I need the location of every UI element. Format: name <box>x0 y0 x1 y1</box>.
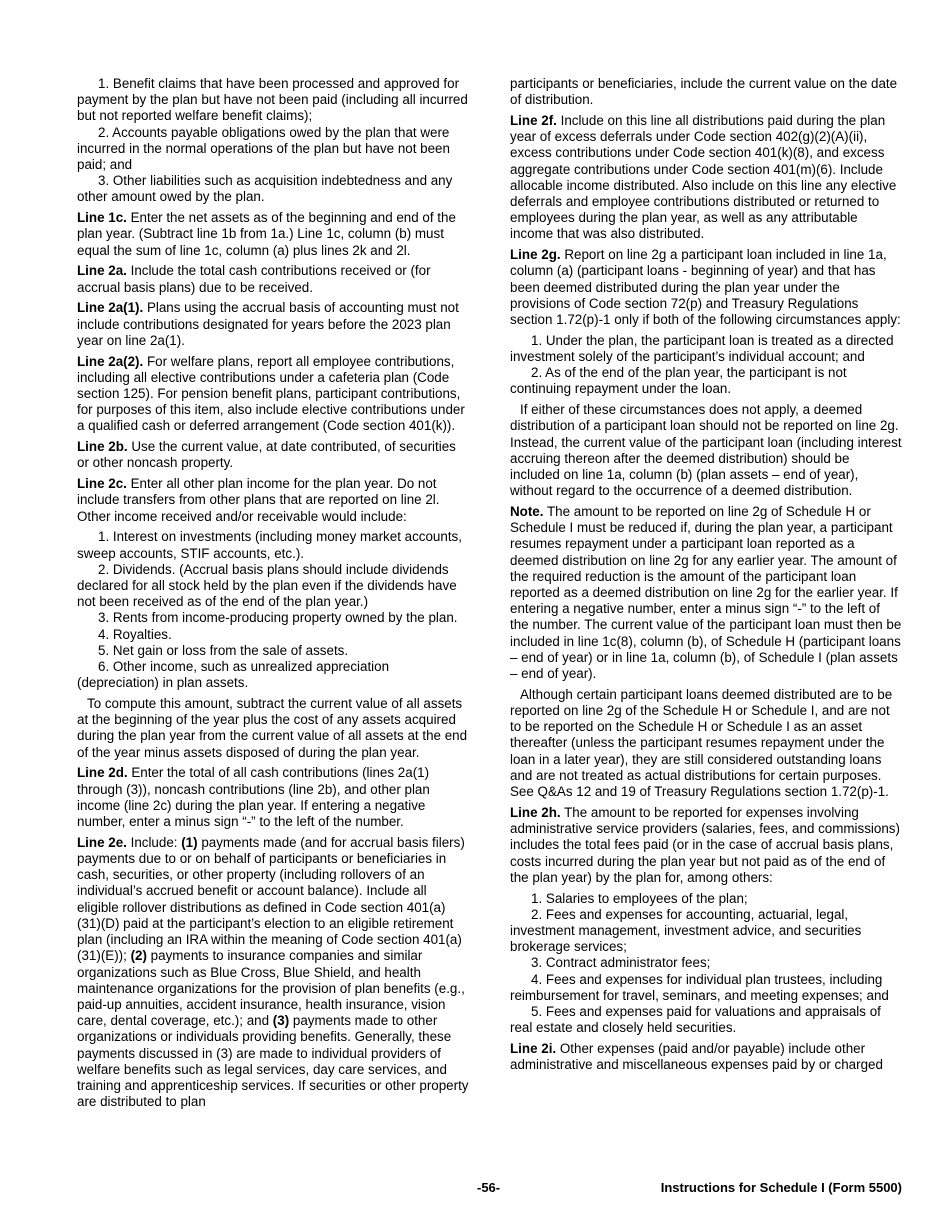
line-2e-heading: Line 2e. <box>77 834 127 850</box>
page-number: -56- <box>477 1180 501 1195</box>
income-item-6: 6. Other income, such as unrealized appreciation (depreciation) in plan assets. <box>77 659 390 691</box>
line-2h-paragraph <box>510 805 902 886</box>
income-item-3: 3. Rents from income-producing property owned by the plan. <box>98 610 458 626</box>
line-2a-heading: Line 2a. <box>77 263 127 279</box>
income-item-2: 2. Dividends. (Accrual basis plans should include dividends declared for all stock held by the plan even if the dividends have not been received as of the end of the plan year.) <box>77 561 457 610</box>
line-2a1-paragraph <box>77 300 469 349</box>
line-2a2-heading: Line 2a(2). <box>77 353 144 369</box>
line-1c-paragraph <box>77 210 469 259</box>
line-2i-text: Other expenses (paid and/or payable) include other administrative and miscellaneous expenses paid by or charged <box>510 1040 883 1073</box>
line-2a1-text: Plans using the accrual basis of accounting must not include contributions designated for years before the 2023 plan year on line 2a(1). <box>77 300 459 348</box>
line-2g-paragraph <box>510 247 902 328</box>
income-item-4: 4. Royalties. <box>98 626 172 642</box>
expense-item-3: 3. Contract administrator fees; <box>531 955 711 971</box>
left-column <box>77 76 469 1110</box>
line-2b-heading: Line 2b. <box>77 439 128 455</box>
distribution-continuation: participants or beneficiaries, include the current value on the date of distribution. <box>510 76 898 108</box>
line-2e-marker-3: (3) <box>272 1013 290 1029</box>
line-1c-text: Enter the net assets as of the beginning and end of the plan year. (Subtract line 1b from 1a.) Line 1c, column (b) must equal the sum of line 1c, column (a) plus lines 2k and 2l. <box>77 210 456 258</box>
loan-circumstance-2: 2. As of the end of the plan year, the participant is not continuing repayment under the loan. <box>510 365 847 397</box>
liability-item-2: 2. Accounts payable obligations owed by the plan that were incurred in the normal operations of the plan but have not been paid; and <box>77 124 450 173</box>
line-2a2-paragraph <box>77 354 469 435</box>
line-2e-text-1: Include: <box>126 834 182 850</box>
line-2e-text-3: payments to insurance companies and similar organizations such as Blue Cross, Blue Shield, and health maintenance organizations for the provision of plan benefits (e.g., paid-up annuities, accident insurance, health insurance, vision care, dental coverage, etc.); and <box>77 948 465 1029</box>
line-2b-paragraph <box>77 439 469 471</box>
income-item-5: 5. Net gain or loss from the sale of assets. <box>98 642 349 658</box>
loan-circumstance-1: 1. Under the plan, the participant loan is treated as a directed investment solely of the participant’s individual account; and <box>510 332 894 365</box>
line-2g-text: Report on line 2g a participant loan included in line 1a, column (a) (participant loans - beginning of year) and that has been deemed distributed during the plan year under the provisions of Code section 72(p) and Treasury Regulations section 1.72(p)-1 only if both of the following circumstances apply: <box>510 247 901 328</box>
line-2c-paragraph <box>77 476 469 525</box>
note-paragraph <box>510 504 902 682</box>
line-2a-paragraph <box>77 263 469 295</box>
expense-item-4: 4. Fees and expenses for individual plan trustees, including reimbursement for travel, seminars, and meeting expenses; and <box>510 971 889 1003</box>
line-2d-paragraph <box>77 765 469 830</box>
line-2d-text: Enter the total of all cash contributions (lines 2a(1) through (3)), noncash contributions (line 2b), and other plan income (line 2c) during the plan year. If entering a negative number, enter a minus sign “-” to the left of the number. <box>77 765 430 830</box>
expense-item-1: 1. Salaries to employees of the plan; <box>531 890 748 906</box>
right-column <box>510 76 902 1073</box>
line-2a2-text: For welfare plans, report all employee contributions, including all elective contributions under a cafeteria plan (Code section 125). For pension benefit plans, participant contributions, for purposes of this item, also include elective contributions under a qualified cash or deferred arrangement (Code section 401(k)). <box>77 353 465 434</box>
line-2e-paragraph <box>77 835 469 1110</box>
line-2f-paragraph <box>510 113 902 243</box>
line-2e-marker-1: (1) <box>181 834 198 850</box>
line-2f-heading: Line 2f. <box>510 113 557 128</box>
line-2e-text-4: payments made to other organizations or individuals providing benefits. Generally, these payments discussed in (3) are made to individual providers of welfare benefits such as legal services, day care services, and training and apprenticeship services. If securities or other property are distributed to plan <box>77 1013 469 1110</box>
line-2h-text: The amount to be reported for expenses involving administrative service providers (salaries, fees, and commissions) includes the total fees paid (or in the case of accrual basis plans, costs incurred during the plan year but not paid as of the end of the plan year) by the plan for, among others: <box>510 804 900 885</box>
line-2f-text: Include on this line all distributions paid during the plan year of excess deferrals under Code section 402(g)(2)(A)(ii), excess contributions under Code section 401(k)(8), and excess aggregate contributions under Code section 401(m)(6). Include allocable income distributed. Also include on this line any elective deferrals and employee contributions distributed or returned to employees during the plan year, as well as any attributable income that was also distributed. <box>510 113 897 242</box>
line-1c-heading: Line 1c. <box>77 210 127 226</box>
line-2e-marker-2: (2) <box>130 948 147 964</box>
income-item-1: 1. Interest on investments (including money market accounts, sweep accounts, STIF accounts, etc.). <box>77 529 462 561</box>
compute-paragraph: To compute this amount, subtract the current value of all assets at the beginning of the year plus the cost of any assets acquired during the plan year from the current value of all assets at the end of the year minus assets disposed of during the plan year. <box>77 696 468 760</box>
liability-item-3: 3. Other liabilities such as acquisition indebtedness and any other amount owed by the plan. <box>77 173 453 205</box>
expense-item-2: 2. Fees and expenses for accounting, actuarial, legal, investment management, investment advice, and securities brokerage services; <box>510 906 862 955</box>
if-either-paragraph: If either of these circumstances does not apply, a deemed distribution of a participant loan should not be reported on line 2g. Instead, the current value of the participant loan (including interest accruing thereon after the deemed distribution) should be included on line 1a, column (b) (plan assets – end of year), without regard to the occurrence of a deemed distribution. <box>510 402 902 499</box>
liability-item-1: 1. Benefit claims that have been processed and approved for payment by the plan but have not been paid (including all incurred but not reported welfare benefit claims); <box>77 76 468 124</box>
line-2c-heading: Line 2c. <box>77 476 127 492</box>
line-2i-heading: Line 2i. <box>510 1040 557 1056</box>
expense-item-5: 5. Fees and expenses paid for valuations and appraisals of real estate and closely held securities. <box>510 1003 881 1036</box>
line-2i-paragraph <box>510 1041 902 1073</box>
footer-title: Instructions for Schedule I (Form 5500) <box>660 1180 902 1195</box>
line-2c-text: Enter all other plan income for the plan year. Do not include transfers from other plans that are reported on line 2l. Other income received and/or receivable would include: <box>77 476 440 524</box>
page-footer <box>77 1180 902 1198</box>
line-2h-heading: Line 2h. <box>510 804 561 820</box>
line-2e-text-2: payments made (and for accrual basis filers) payments due to or on behalf of participants or beneficiaries in cash, securities, or other property (including rollovers of an individual’s accrued benefit or account balance). Include all eligible rollover distributions as defined in Code section 401(a)(31)(D) paid at the participant’s election to an eligible retirement plan (including an IRA within the meaning of Code section 401(a)(31)(E)); <box>77 834 465 964</box>
note-heading: Note. <box>510 504 544 520</box>
line-2b-text: Use the current value, at date contributed, of securities or other noncash property. <box>77 439 456 471</box>
line-2a1-heading: Line 2a(1). <box>77 300 144 316</box>
note-text: The amount to be reported on line 2g of Schedule H or Schedule I must be reduced if, during the plan year, a participant resumes repayment under a participant loan reported as a deemed distribution on line 2g for any earlier year. The amount of the required reduction is the amount of the participant loan reported as a deemed distribution on line 2g for the earlier year. If entering a negative number, enter a minus sign “-” to the left of the number. The current value of the participant loan must then be included in line 1c(8), column (b), of Schedule H (participant loans – end of year) or in line 1a, column (b), of Schedule I (plan assets – end of year). <box>510 504 902 682</box>
line-2a-text: Include the total cash contributions received or (for accrual basis plans) due to be received. <box>77 263 431 295</box>
although-paragraph: Although certain participant loans deemed distributed are to be reported on line 2g of the Schedule H or Schedule I, and are not to be reported on the Schedule H or Schedule I as an asset thereafter (unless the participant resumes repayment under the loan in a later year), they are still considered outstanding loans and are not treated as actual distributions for certain purposes. See Q&As 12 and 19 of Treasury Regulations section 1.72(p)-1. <box>510 686 893 800</box>
line-2d-heading: Line 2d. <box>77 765 128 781</box>
line-2g-heading: Line 2g. <box>510 247 561 263</box>
